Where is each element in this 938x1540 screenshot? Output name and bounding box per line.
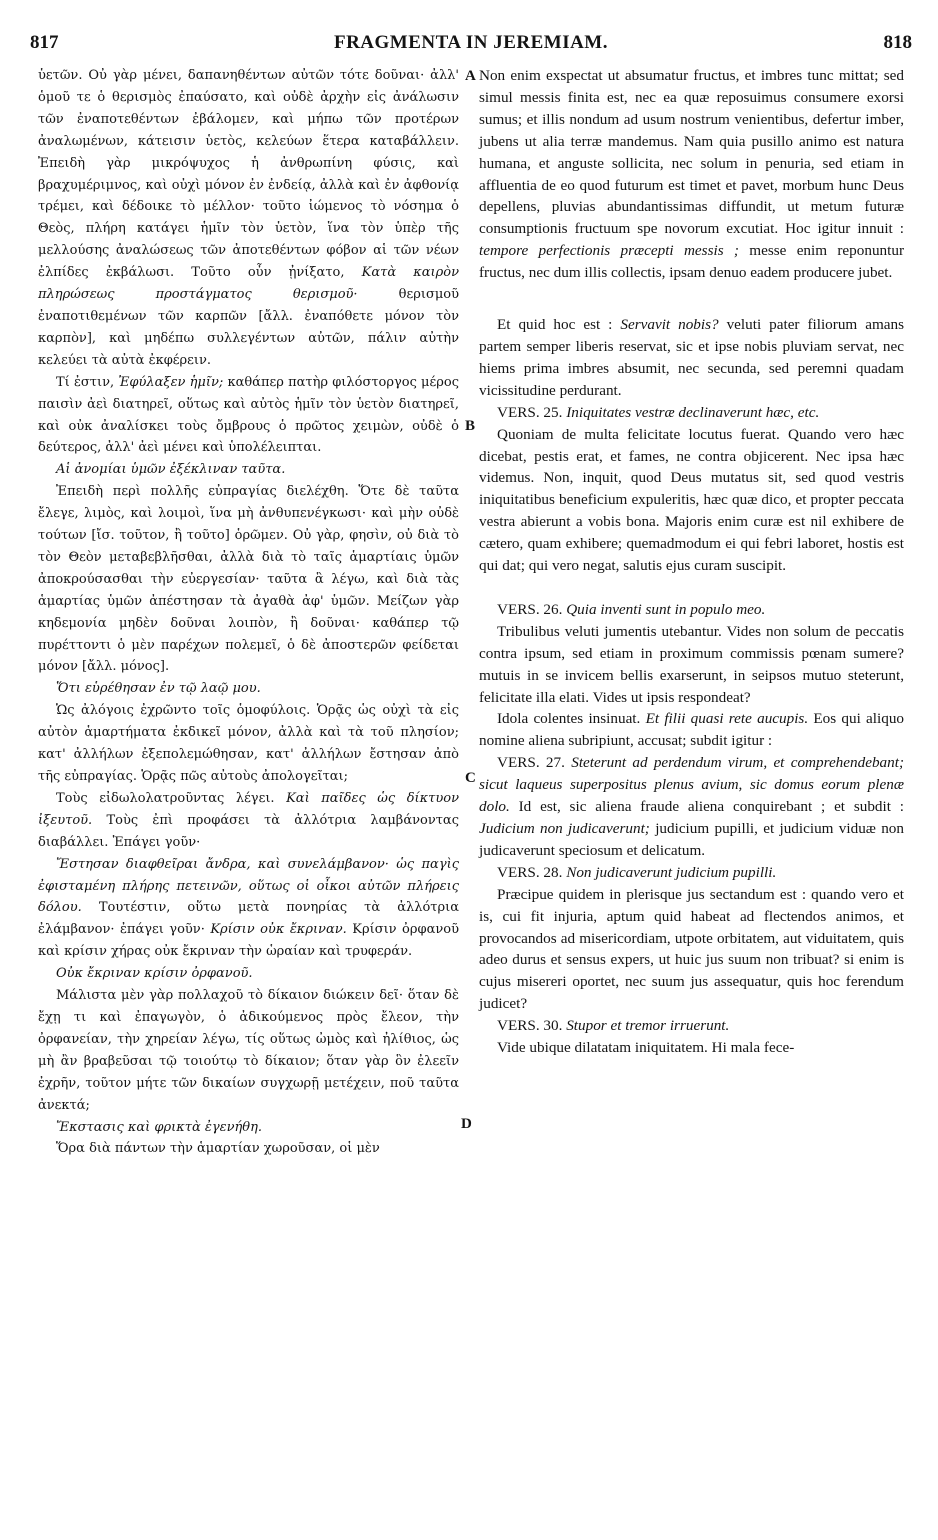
verse-label: VERS. 30. — [497, 1017, 563, 1035]
greek-column — [38, 65, 459, 1160]
greek-paragraph — [38, 372, 459, 460]
verse-label: VERS. 28. — [497, 863, 563, 881]
verse-heading — [479, 1015, 904, 1037]
page-header — [30, 32, 912, 56]
greek-quote: Ἐφύλαξεν ἡμῖν; — [118, 374, 224, 390]
latin-quote: Judicium non judicaverunt; — [479, 820, 650, 837]
verse-label: VERS. 25. — [497, 403, 563, 421]
latin-text: Id est, sic aliena fraude aliena conquirebant ; et subdit : — [518, 798, 904, 816]
greek-paragraph: Ὅρα διὰ πάντων τὴν ἁμαρτίαν χωροῦσαν, οἱ μὲν — [56, 1141, 380, 1157]
latin-paragraph — [479, 314, 904, 402]
verse-heading — [479, 402, 904, 424]
verse-heading — [479, 752, 904, 862]
latin-text: Idola colentes insinuat. — [497, 710, 641, 728]
latin-text: judicium pupilli, et judicium viduæ non judicaverunt speciosum et delicatum. — [479, 820, 904, 859]
spacer — [479, 577, 904, 599]
latin-paragraph — [479, 65, 904, 284]
greek-paragraph — [38, 788, 459, 854]
greek-lemma: Οὐκ ἔκριναν κρίσιν ὀρφανοῦ. — [56, 966, 253, 982]
greek-paragraph — [38, 65, 459, 372]
latin-text: Non enim exspectat ut absumatur fructus, et imbres tunc mittat; sed simul messis finita est, nec ea quæ reposuimus consumere exorsi sumus; et illis nondum ad usum nostrum venientibus, defertur imber, jubens ut alia terræ mandemus. Nam quia pusillo animo est natura humana, et anguste sollicita, nec solum in penuria, sed etiam in affluentia de eo quod futurum est timet et pavet, morbum hunc Deus depellens, pluvias abundantissimas diffundit, ut metum futuræ consumptionis fructuum spe novorum excutiat. Hoc igitur innuit : — [479, 67, 904, 238]
greek-text: Τί ἐστιν, — [56, 374, 115, 390]
latin-text: messe enim reponuntur fructus, nec dum illis collectis, ipsam denuo eadem producere jubet. — [479, 242, 905, 282]
greek-paragraph: Μάλιστα μὲν γὰρ πολλαχοῦ τὸ δίκαιον διώκειν δεῖ· ὅταν δὲ ἔχῃ τι καὶ ἐπαγωγὸν, ὁ ἀδικούμενος πρὸς ἔλεον, τὴν ὀρφανείαν, τὴν χηρείαν λέγω, τίς οὕτως ὠμὸς καὶ ἠλίθιος, ὡς μὴ ἂν βραβεῦσαι τῷ τοιούτῳ τὸ δίκαιον; ὅταν γὰρ ὃν ἐλεεῖν ἐχρῆν, τοῦτον μήτε τῶν δικαίων συγχωρῇ μετέχειν, ποῦ ταῦτα ἀνεκτά; — [38, 988, 459, 1113]
greek-text: καθάπερ πατὴρ φιλόστοργος μέρος παισὶν ἀεὶ διατηρεῖ, οὕτως καὶ αὐτὸς ἡμῖν τὸν ὑετὸν διατηρεῖ, καὶ οὐκ ἀναλίσκει τοὺς ὄμβρους ὁ πρῶτος χειμὼν, οὐδὲ ὁ δεύτερος, ἀλλ' ἀεὶ μένει καὶ ὑπολέλειπται. — [38, 374, 459, 456]
verse-heading — [479, 862, 904, 884]
margin-letter-a: A — [465, 68, 476, 84]
latin-column — [479, 65, 904, 1059]
greek-quote: Κατὰ καιρὸν πληρώσεως προστάγματος θερισμοῦ· — [38, 265, 460, 303]
latin-paragraph — [479, 708, 904, 752]
latin-text: veluti pater filiorum amans partem semper liberis reservat, sic et ipse nobis pluviam servat, nec hiems prima imbres absumit, nec secunda, sed peremni quadam vicissitudine perdurant. — [479, 316, 904, 399]
verse-text: Quia inventi sunt in populo meo. — [566, 600, 766, 618]
spacer — [479, 284, 904, 314]
latin-text: Eos qui aliquo nomine aliena subripiunt, accusat; subdit igitur : — [479, 710, 905, 750]
verse-text: Non judicaverunt judicium pupilli. — [566, 863, 777, 881]
greek-paragraph — [38, 854, 459, 964]
latin-paragraph: Quoniam de multa felicitate locutus fuerat. Quando vero hæc dicebat, pestis erat, et fames, ne contra objicerent. Nec ipsa hæc videmus. Non, inquit, quod Deus mutatus sit, sed quod vestris iniquitatibus beneficium expuleritis, hæc quæ dico, et propter peccata vestra abierunt a vobis bona. Majoris enim curæ est nil exhibere de cætero, quam exhibere; quemadmodum ei qui febri laboret, hostis est qui dat; qui vero negat, salutis ejus curam suscipit. — [479, 425, 904, 575]
greek-lemma: Ὅτι εὑρέθησαν ἐν τῷ λαῷ μου. — [56, 681, 261, 697]
greek-paragraph: Ἐπειδὴ περὶ πολλῆς εὐπραγίας διελέχθη. Ὅτε δὲ ταῦτα ἔλεγε, λιμὸς, καὶ λοιμοὶ, ἵνα μὴ ἀνθυπενέγκωσι· καὶ μὴν οὐδὲ τούτων [ἴσ. τοῦτον, ἢ τοῦτο] ὁρῶμεν. Οὐ γὰρ, φησὶν, οὐ διὰ τὸ τὸν Θεὸν μεταβεβλῆσθαι, ἀλλὰ διὰ τὸ ταῖς ἁμαρτίαις ὑμῶν ἀποκρούσασθαι τὴν εὐεργεσίαν· ταῦτα ἃ λέγω, καὶ διὰ τὰς ἁμαρτίας ὑμῶν ἀπέστησαν τὰ ἀγαθὰ ἀφ' ὑμῶν. Μείζων γὰρ κηδεμονία μηδὲν δοῦναι λοιπὸν, ἢ δοῦναι· καθάπερ τῷ πυρέττοντι ὁ μὲν παρέχων πολεμεῖ, ὁ δὲ ἀποστερῶν φείδεται μόνον [ἄλλ. μόνος]. — [38, 484, 459, 675]
latin-quote: tempore perfectionis præcepti messis ; — [479, 242, 739, 260]
greek-lemma: Αἱ ἀνομίαι ὑμῶν ἐξέκλιναν ταῦτα. — [56, 462, 286, 478]
greek-text: Τουτέστιν, οὕτω μετὰ πονηρίας τὰ ἀλλότρια ἐλάμβανον· ἐπάγει γοῦν· — [38, 900, 459, 938]
latin-paragraph: Præcipue quidem in plerisque jus sectandum est : quando vero et is, cui fit injuria, aptum quid habeat ad flectendos animos, et provocandos ad misericordiam, utpote orbitatem, aut viduitatem, quis adeo durus et sensus expers, ut huic jus suum non tribuat? si enim is cujus misereri oportet, nec suum jus assequatur, quis hoc ferendum judicet? — [479, 885, 904, 1013]
margin-letter-c: C — [465, 770, 476, 786]
latin-paragraph: Vide ubique dilatatam iniquitatem. Hi mala fece- — [497, 1039, 795, 1057]
running-title: FRAGMENTA IN JEREMIAM. — [333, 32, 608, 53]
latin-quote: Servavit nobis? — [620, 316, 719, 334]
greek-text: Κρίσιν ὀρφανοῦ καὶ κρίσιν χήρας οὐκ ἔκριναν τὴν ὡραίαν καὶ τρυφεράν. — [38, 922, 460, 960]
greek-quote: Ἔστησαν διαφθεῖραι ἄνδρα, καὶ συνελάμβανον· ὡς παγὶς ἐφισταμένη πλήρης πετεινῶν, οὕτως οἱ οἶκοι αὐτῶν πλήρεις δόλου. — [38, 856, 459, 916]
greek-paragraph: Ὡς ἀλόγοις ἐχρῶντο τοῖς ὁμοφύλοις. Ὁρᾷς ὡς οὐχὶ τὰ εἰς αὐτὸν ἁμαρτήματα ἐκδικεῖ μόνον, ἀλλὰ καὶ τὰ τοῦ πλησίον; κατ' ἀλλήλων ἐξεπολεμώθησαν, κατ' ἀλλήλων ἔστησαν ἀπὸ τῆς εὐπραγίας. Ὁρᾷς πῶς αὐτοὺς ἀπολογεῖται; — [38, 703, 459, 784]
verse-text: Iniquitates vestræ declinaverunt hæc, etc. — [566, 403, 820, 421]
greek-text: Τοὺς εἰδωλολατροῦντας λέγει. — [56, 790, 275, 806]
greek-quote: Κρίσιν οὐκ ἔκριναν. — [210, 922, 347, 938]
page-number-right: 818 — [883, 32, 912, 53]
margin-letter-d: D — [461, 1116, 472, 1132]
greek-lemma: Ἔκστασις καὶ φρικτὰ ἐγενήθη. — [56, 1119, 263, 1135]
latin-paragraph: Tribulibus veluti jumentis utebantur. Vides non solum de peccatis contra ipsum, sed etiam in proximum commissis pœnam sumere? mutuis in se invicem bellis exarserunt, in seipsos mutuo steterunt, felicitate illa elati. Vides ut ipsis respondeat? — [479, 622, 904, 706]
verse-label: VERS. 27. — [497, 754, 565, 772]
greek-text: Τοὺς ἐπὶ προφάσει τὰ ἀλλότρια λαμβάνοντας διαβάλλει. Ἐπάγει γοῦν· — [38, 812, 459, 850]
margin-letter-b: B — [465, 418, 476, 434]
latin-text: Et quid hoc est : — [497, 316, 613, 334]
verse-text: Steterunt ad perdendum virum, et comprehendebant; sicut laqueus superpositus plenus avium, sic domus eorum plenæ dolo. — [479, 754, 905, 816]
greek-text: θερισμοῦ ἐναποτιθεμένων τῶν καρπῶν [ἄλλ. ἐναπόθετε μόνον τὸν καρπὸν], καὶ μηδέπω συλλεγέντων αὐτῶν, πάλιν αὐτὴν κελεύει τὰ αὐτὰ ἐκφέρειν. — [38, 287, 459, 368]
verse-heading — [479, 599, 904, 621]
verse-label: VERS. 26. — [497, 600, 563, 618]
greek-text: ὑετῶν. Οὐ γὰρ μένει, δαπανηθέντων αὐτῶν τότε δοῦναι· ἀλλ' ὁμοῦ τε ὁ θερισμὸς ἐπαύσατο, καὶ οὐδὲ ἀρχὴν εἰς ἀνάλωσιν τῶν ἐναποτεθέντων ἐβάλομεν, καὶ μήπω τῶν προτέρων ἀναλωμένων, κάτεισιν ὑετὸς, κελεύων ἕτερα καταβάλλειν. Ἐπειδὴ γὰρ μικρόψυχος ἡ ἀνθρωπίνη φύσις, καὶ βραχυμέριμνος, καὶ οὐχὶ μόνον ἐν ἐνδείᾳ, ἀλλὰ καὶ ἐν ἀφθονίᾳ τρέμει, καὶ δέδοικε τὸ μέλλον· τοῦτο ἰώμενος τὸ νόσημα ὁ Θεὸς, πλήρη κατάγει ἡμῖν τὸν ὑετὸν, ἵνα τὸν ὑπὲρ τῆς μελλούσης ἀναλώσεως τῶν ἀποτεθέντων φόβον αἱ τῶν νέων ἐλπίδες ἐκβάλωσι. Τοῦτο οὖν ᾐνίξατο, — [38, 68, 459, 281]
latin-quote: Et filii quasi rete aucupis. — [645, 710, 809, 728]
verse-text: Stupor et tremor irruerunt. — [566, 1017, 730, 1035]
greek-quote: Καὶ παῖδες ὡς δίκτυον ἰξευτοῦ. — [38, 790, 459, 828]
page-number-left: 817 — [30, 32, 59, 53]
